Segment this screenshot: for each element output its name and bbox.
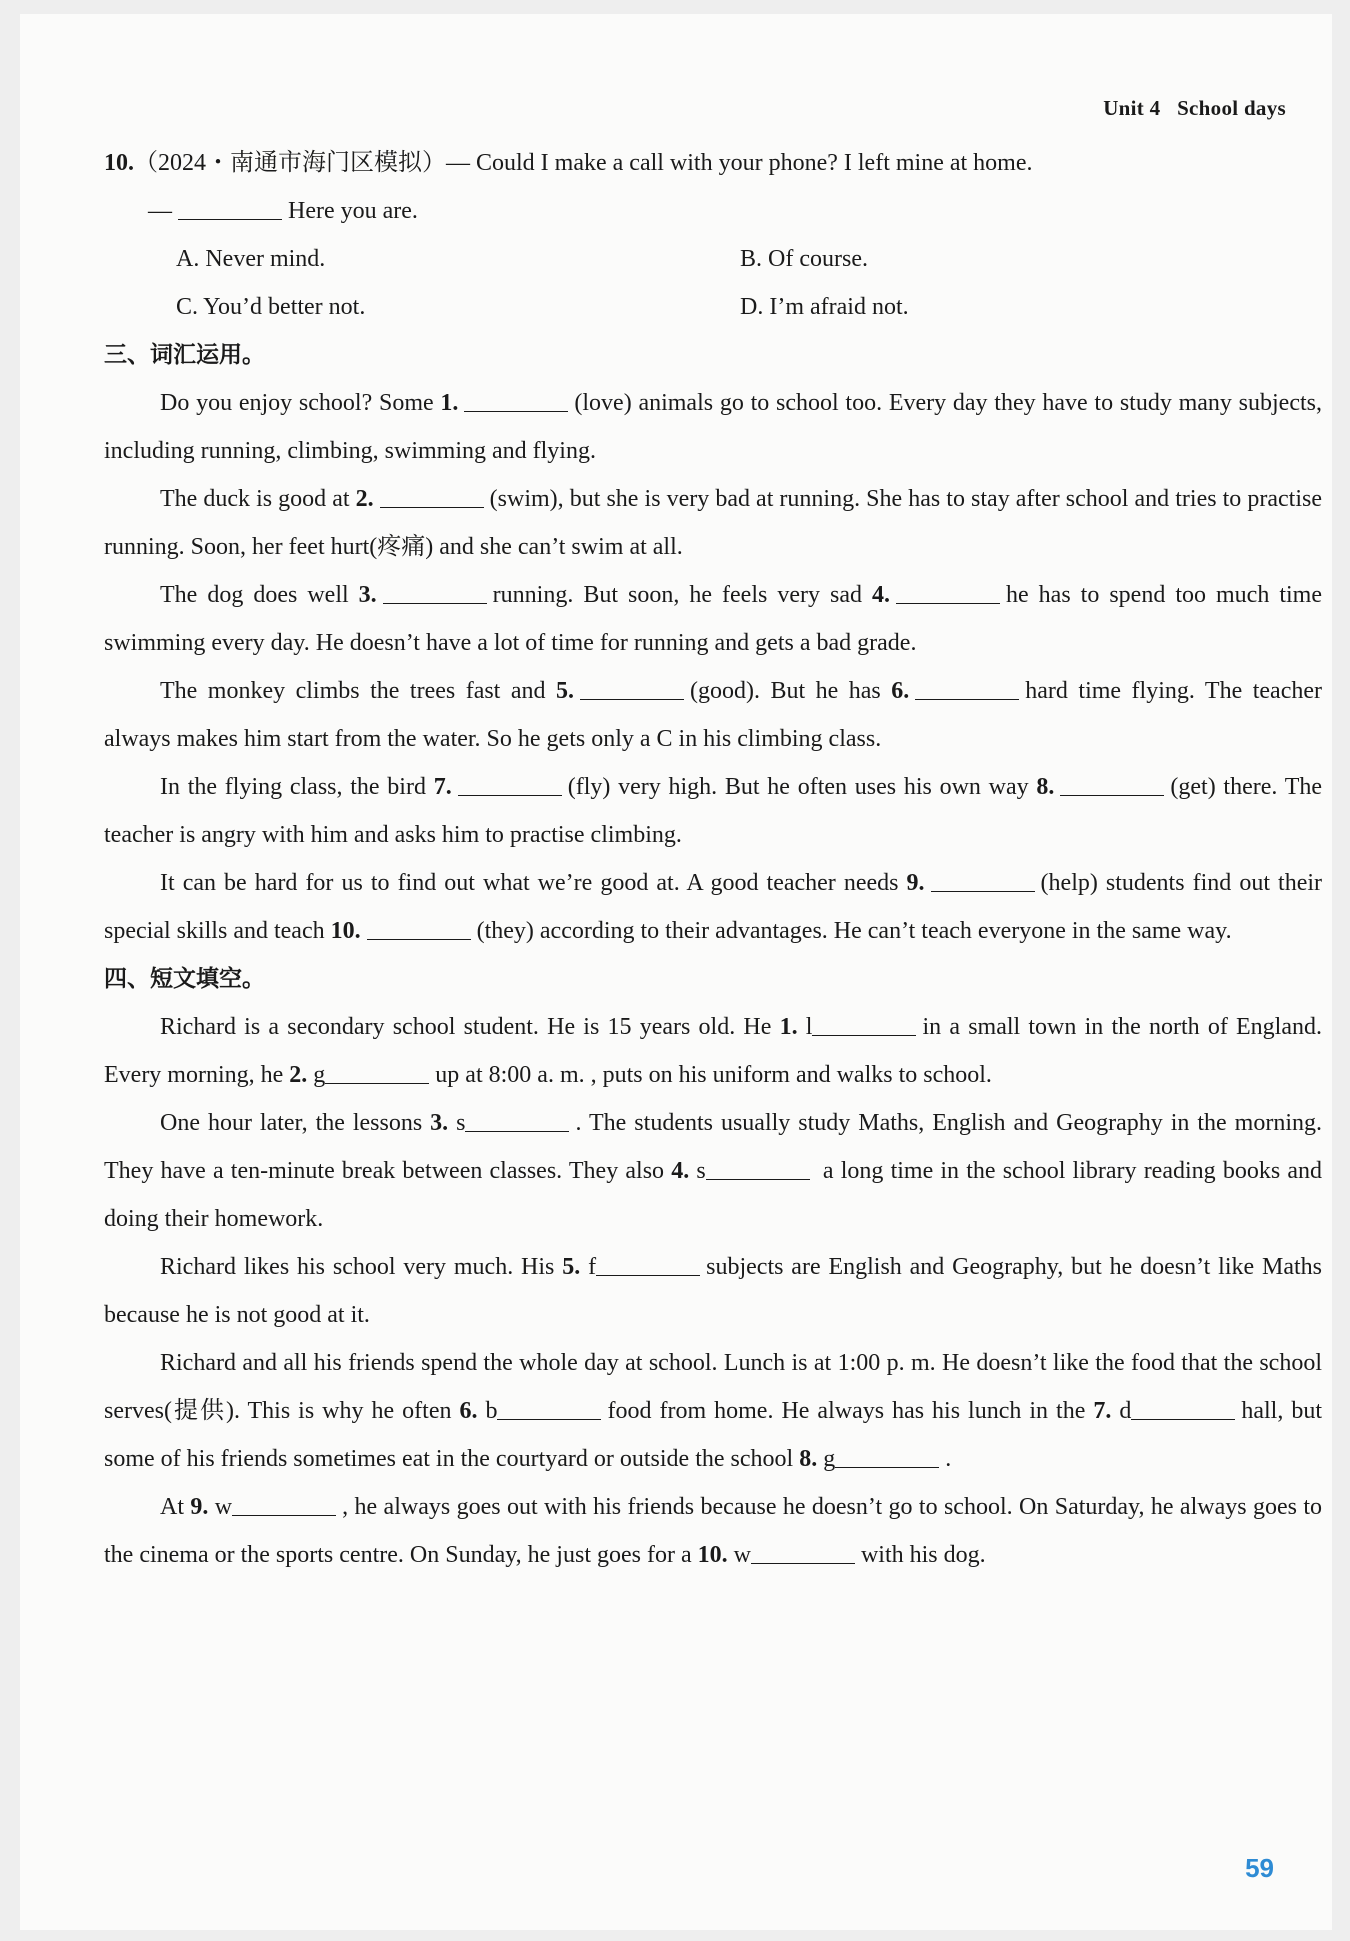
blank-number: 7.	[433, 774, 452, 800]
paragraph-text: (good). But he has	[690, 678, 892, 704]
blank-number: 10.	[697, 1542, 728, 1568]
option-c[interactable]: C. You’d better not.	[176, 294, 366, 320]
initial-letter: w	[727, 1542, 751, 1568]
options-row-2	[104, 283, 1322, 331]
answer-blank[interactable]	[232, 1489, 336, 1516]
paragraph-text: (help) students find out their special skills and teach	[104, 870, 1323, 944]
blank-number: 1.	[779, 1014, 798, 1040]
paragraph-text: The dog does well	[160, 582, 359, 608]
answer-blank[interactable]	[896, 577, 1000, 604]
question-number: 10.	[104, 150, 134, 176]
paragraph-text: The duck is good at	[160, 486, 356, 512]
options-row-1	[104, 235, 1322, 283]
answer-blank[interactable]	[751, 1537, 855, 1564]
initial-letter: d	[1111, 1398, 1132, 1424]
page	[20, 14, 1332, 1930]
initial-letter: l	[797, 1014, 813, 1040]
blank-number: 8.	[799, 1446, 818, 1472]
blank-number: 3.	[358, 582, 377, 608]
blank-number: 4.	[671, 1158, 690, 1184]
blank-number: 5.	[556, 678, 574, 704]
section4-paragraph	[104, 1339, 1322, 1483]
initial-letter: s	[448, 1110, 466, 1136]
paragraph-text: (get) there. The teacher is angry with him and asks him to practise climbing.	[104, 774, 1323, 848]
option-b[interactable]: B. Of course.	[740, 246, 868, 272]
section4-paragraph	[104, 1003, 1322, 1099]
paragraph-text: with his dog.	[860, 1542, 986, 1568]
blank-number: 5.	[562, 1254, 581, 1280]
paragraph-text: a long time in the school library reading books and doing their homework.	[104, 1158, 1322, 1232]
initial-letter: s	[689, 1158, 706, 1184]
paragraph-text: One hour later, the lessons	[160, 1110, 431, 1136]
answer-blank[interactable]	[383, 577, 487, 604]
initial-letter: g	[307, 1062, 326, 1088]
section4-paragraph	[104, 1243, 1322, 1339]
section3-paragraph	[104, 379, 1322, 475]
answer-blank[interactable]	[1131, 1393, 1235, 1420]
blank-number: 7.	[1093, 1398, 1112, 1424]
answer-blank[interactable]	[915, 673, 1019, 700]
paragraph-text: in a small town in the north of England. Every morning, he	[104, 1014, 1323, 1088]
blank-number: 1.	[440, 390, 459, 416]
section3-paragraph	[104, 475, 1322, 571]
answer-blank[interactable]	[497, 1393, 601, 1420]
section-3-body	[104, 379, 1322, 955]
blank-number: 9.	[906, 870, 925, 896]
paragraph-text: Do you enjoy school? Some	[160, 390, 441, 416]
answer-blank[interactable]	[464, 385, 568, 412]
paragraph-text: (fly) very high. But he often uses his own way	[567, 774, 1037, 800]
section3-paragraph	[104, 859, 1322, 955]
section3-paragraph	[104, 763, 1322, 859]
answer-blank[interactable]	[812, 1009, 916, 1036]
answer-blank[interactable]	[458, 769, 562, 796]
paragraph-text: In the flying class, the bird	[160, 774, 434, 800]
section3-paragraph	[104, 571, 1322, 667]
paragraph-text: running. But soon, he feels very sad	[492, 582, 872, 608]
initial-letter: w	[208, 1494, 233, 1520]
paragraph-text: food from home. He always has his lunch in the	[607, 1398, 1094, 1424]
initial-letter: f	[580, 1254, 597, 1280]
paragraph-text: , he always goes out with his friends because he doesn’t go to school. On Saturday, he always goes to the cinema or the sports centre. On Sunday, he just goes for a	[104, 1494, 1323, 1568]
paragraph-text: subjects are English and Geography, but he doesn’t like Maths because he is not good at it.	[104, 1254, 1323, 1328]
paragraph-text: he has to spend too much time swimming every day. He doesn’t have a lot of time for running and gets a bad grade.	[104, 582, 1322, 656]
question-10	[104, 139, 1322, 187]
answer-blank[interactable]	[465, 1105, 569, 1132]
paragraph-text: Richard and all his friends spend the whole day at school. Lunch is at 1:00 p. m. He doesn’t like the food that the school serves(提供). This is why he often	[104, 1350, 1322, 1424]
section4-paragraph	[104, 1483, 1322, 1579]
blank-number: 4.	[872, 582, 890, 608]
paragraph-text: hard time flying. The teacher always makes him start from the water. So he gets only a C in his climbing class.	[104, 678, 1323, 752]
answer-blank[interactable]	[931, 865, 1035, 892]
answer-blank[interactable]	[835, 1441, 939, 1468]
paragraph-text: At	[160, 1494, 191, 1520]
blank-number: 2.	[289, 1062, 308, 1088]
page-number: 59	[1245, 1853, 1274, 1883]
section-3-heading: 三、词汇运用。	[104, 342, 265, 368]
option-a[interactable]: A. Never mind.	[176, 246, 326, 272]
option-d[interactable]: D. I’m afraid not.	[740, 294, 909, 320]
blank-number: 3.	[430, 1110, 449, 1136]
answer-blank[interactable]	[1060, 769, 1164, 796]
section3-paragraph	[104, 667, 1322, 763]
answer-blank[interactable]	[367, 913, 471, 940]
initial-letter: g	[817, 1446, 836, 1472]
paragraph-text: (swim), but she is very bad at running. She has to stay after school and tries to practise running. Soon, her feet hurt(疼痛) and she can’t swim at all.	[104, 486, 1323, 560]
paragraph-text: hall, but some of his friends sometimes eat in the courtyard or outside the school	[104, 1398, 1323, 1472]
paragraph-text: Richard likes his school very much. His	[160, 1254, 563, 1280]
answer-blank[interactable]	[596, 1249, 700, 1276]
section-4-body	[104, 1003, 1322, 1579]
paragraph-text: .	[945, 1446, 952, 1472]
question-text: — Could I make a call with your phone? I left mine at home.	[446, 150, 1033, 176]
paragraph-text: (they) according to their advantages. He can’t teach everyone in the same way.	[476, 918, 1232, 944]
blank-number: 6.	[459, 1398, 478, 1424]
blank-number: 8.	[1036, 774, 1055, 800]
answer-blank[interactable]	[580, 673, 684, 700]
unit-title: School days	[1177, 96, 1286, 120]
answer-blank[interactable]	[380, 481, 484, 508]
paragraph-text: . The students usually study Maths, English and Geography in the morning. They have a ten-minute break between classes. They also	[104, 1110, 1322, 1184]
blank-number: 2.	[355, 486, 374, 512]
worksheet-content	[104, 139, 1322, 1579]
paragraph-text: up at 8:00 a. m. , puts on his uniform and walks to school.	[435, 1062, 992, 1088]
blank-number: 9.	[190, 1494, 209, 1520]
answer-blank[interactable]	[706, 1153, 810, 1180]
blank-number: 10.	[330, 918, 361, 944]
question-source: （2024・南通市海门区模拟）	[134, 150, 446, 176]
paragraph-text: (love) animals go to school too. Every day they have to study many subjects, including running, climbing, swimming and flying.	[104, 390, 1322, 464]
answer-blank[interactable]	[178, 193, 282, 220]
paragraph-text: The monkey climbs the trees fast and	[160, 678, 556, 704]
question-10-reply: — Here you are.	[104, 187, 1322, 235]
blank-number: 6.	[891, 678, 910, 704]
reply-text: Here you are.	[288, 198, 418, 224]
section4-paragraph	[104, 1099, 1322, 1243]
section-4-heading: 四、短文填空。	[104, 966, 265, 992]
unit-header	[1103, 96, 1286, 121]
initial-letter: b	[477, 1398, 498, 1424]
paragraph-text: It can be hard for us to find out what we’re good at. A good teacher needs	[160, 870, 907, 896]
unit-label: Unit 4	[1103, 96, 1161, 120]
paragraph-text: Richard is a secondary school student. He is 15 years old. He	[160, 1014, 780, 1040]
answer-blank[interactable]	[325, 1057, 429, 1084]
